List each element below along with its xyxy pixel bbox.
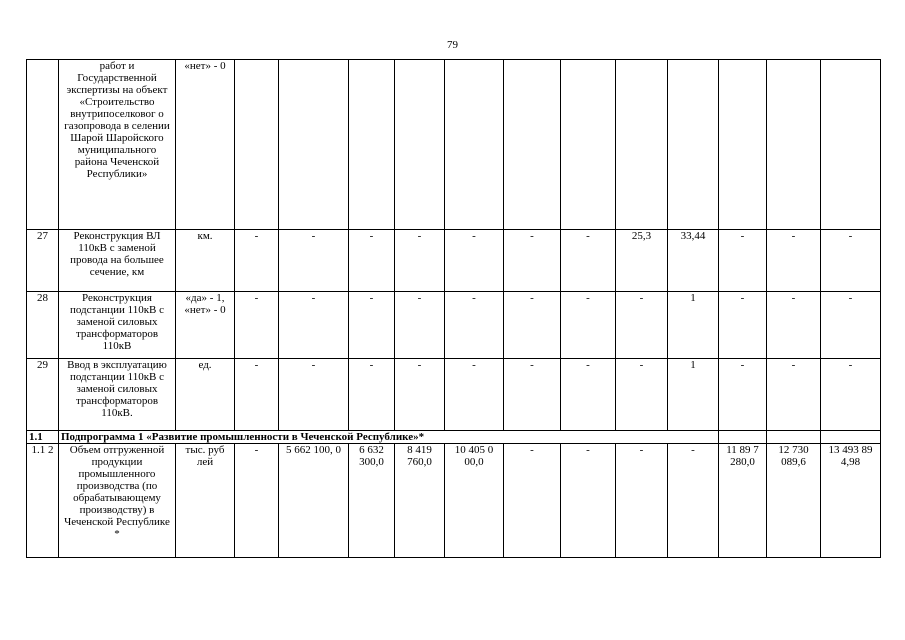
value-cell: 12 730 089,6 bbox=[767, 444, 821, 558]
value-cell: 13 493 89 4,98 bbox=[821, 444, 881, 558]
value-cell: - bbox=[561, 359, 616, 431]
value-cell bbox=[504, 60, 561, 230]
value-cell: - bbox=[279, 359, 349, 431]
subprogram-title: Подпрограмма 1 «Развитие промышленности в Чеченской Республике»* bbox=[59, 431, 719, 444]
table-row bbox=[27, 60, 881, 230]
table-row bbox=[27, 359, 881, 431]
indicator-name: работ и Государственной экспертизы на объект «Строительство внутрипоселковог о газопровода в селении Шарой Шаройского муниципального района Чеченской Республики» bbox=[59, 60, 176, 230]
value-cell: - bbox=[821, 359, 881, 431]
row-number bbox=[27, 60, 59, 230]
value-cell: - bbox=[561, 230, 616, 292]
value-cell: - bbox=[235, 359, 279, 431]
value-cell: - bbox=[504, 230, 561, 292]
value-cell: - bbox=[821, 230, 881, 292]
value-cell: 25,3 bbox=[616, 230, 668, 292]
value-cell bbox=[668, 60, 719, 230]
subprogram-number: 1.1 bbox=[27, 431, 59, 444]
value-cell: - bbox=[616, 359, 668, 431]
value-cell: - bbox=[349, 292, 395, 359]
value-cell: - bbox=[504, 292, 561, 359]
row-number: 1.1 2 bbox=[27, 444, 59, 558]
value-cell bbox=[561, 60, 616, 230]
indicator-name: Реконструкция подстанции 110кВ с заменой силовых трансформаторов 110кВ bbox=[59, 292, 176, 359]
value-cell: - bbox=[767, 230, 821, 292]
value-cell: 33,44 bbox=[668, 230, 719, 292]
value-cell bbox=[616, 60, 668, 230]
indicators-table bbox=[26, 59, 881, 558]
value-cell: 8 419 760,0 bbox=[395, 444, 445, 558]
value-cell: - bbox=[445, 230, 504, 292]
unit: «да» - 1, «нет» - 0 bbox=[176, 292, 235, 359]
indicator-name: Реконструкция ВЛ 110кВ с заменой провода на большее сечение, км bbox=[59, 230, 176, 292]
value-cell: 11 89 7 280,0 bbox=[719, 444, 767, 558]
value-cell: 1 bbox=[668, 292, 719, 359]
value-cell: - bbox=[279, 292, 349, 359]
value-cell: - bbox=[395, 359, 445, 431]
value-cell: - bbox=[235, 444, 279, 558]
value-cell: - bbox=[395, 292, 445, 359]
row-number: 27 bbox=[27, 230, 59, 292]
value-cell bbox=[719, 60, 767, 230]
value-cell: 10 405 0 00,0 bbox=[445, 444, 504, 558]
value-cell bbox=[767, 60, 821, 230]
value-cell bbox=[279, 60, 349, 230]
value-cell: 5 662 100, 0 bbox=[279, 444, 349, 558]
row-number: 29 bbox=[27, 359, 59, 431]
value-cell: - bbox=[445, 292, 504, 359]
value-cell bbox=[719, 431, 767, 444]
value-cell: 1 bbox=[668, 359, 719, 431]
value-cell: - bbox=[616, 292, 668, 359]
indicator-name: Ввод в эксплуатацию подстанции 110кВ с заменой силовых трансформаторов 110кВ. bbox=[59, 359, 176, 431]
value-cell bbox=[395, 60, 445, 230]
value-cell: 6 632 300,0 bbox=[349, 444, 395, 558]
value-cell: - bbox=[767, 359, 821, 431]
value-cell: - bbox=[235, 230, 279, 292]
value-cell: - bbox=[821, 292, 881, 359]
unit: км. bbox=[176, 230, 235, 292]
value-cell: - bbox=[616, 444, 668, 558]
unit: ед. bbox=[176, 359, 235, 431]
value-cell: - bbox=[445, 359, 504, 431]
value-cell: - bbox=[561, 292, 616, 359]
subprogram-row bbox=[27, 431, 881, 444]
value-cell: - bbox=[235, 292, 279, 359]
value-cell: - bbox=[504, 359, 561, 431]
value-cell bbox=[767, 431, 821, 444]
table-row bbox=[27, 444, 881, 558]
value-cell: - bbox=[719, 292, 767, 359]
value-cell bbox=[821, 431, 881, 444]
value-cell: - bbox=[279, 230, 349, 292]
value-cell: - bbox=[504, 444, 561, 558]
value-cell bbox=[445, 60, 504, 230]
value-cell: - bbox=[719, 359, 767, 431]
row-number: 28 bbox=[27, 292, 59, 359]
value-cell: - bbox=[767, 292, 821, 359]
unit: «нет» - 0 bbox=[176, 60, 235, 230]
indicator-name: Объем отгруженной продукции промышленного производства (по обрабатывающему производству) в Чеченской Республике * bbox=[59, 444, 176, 558]
value-cell: - bbox=[349, 230, 395, 292]
value-cell bbox=[235, 60, 279, 230]
value-cell: - bbox=[561, 444, 616, 558]
value-cell: - bbox=[395, 230, 445, 292]
value-cell: - bbox=[349, 359, 395, 431]
table-row bbox=[27, 230, 881, 292]
value-cell: - bbox=[719, 230, 767, 292]
page-number: 79 bbox=[447, 39, 458, 51]
value-cell bbox=[349, 60, 395, 230]
table-row bbox=[27, 292, 881, 359]
value-cell: - bbox=[668, 444, 719, 558]
unit: тыс. руб лей bbox=[176, 444, 235, 558]
value-cell bbox=[821, 60, 881, 230]
